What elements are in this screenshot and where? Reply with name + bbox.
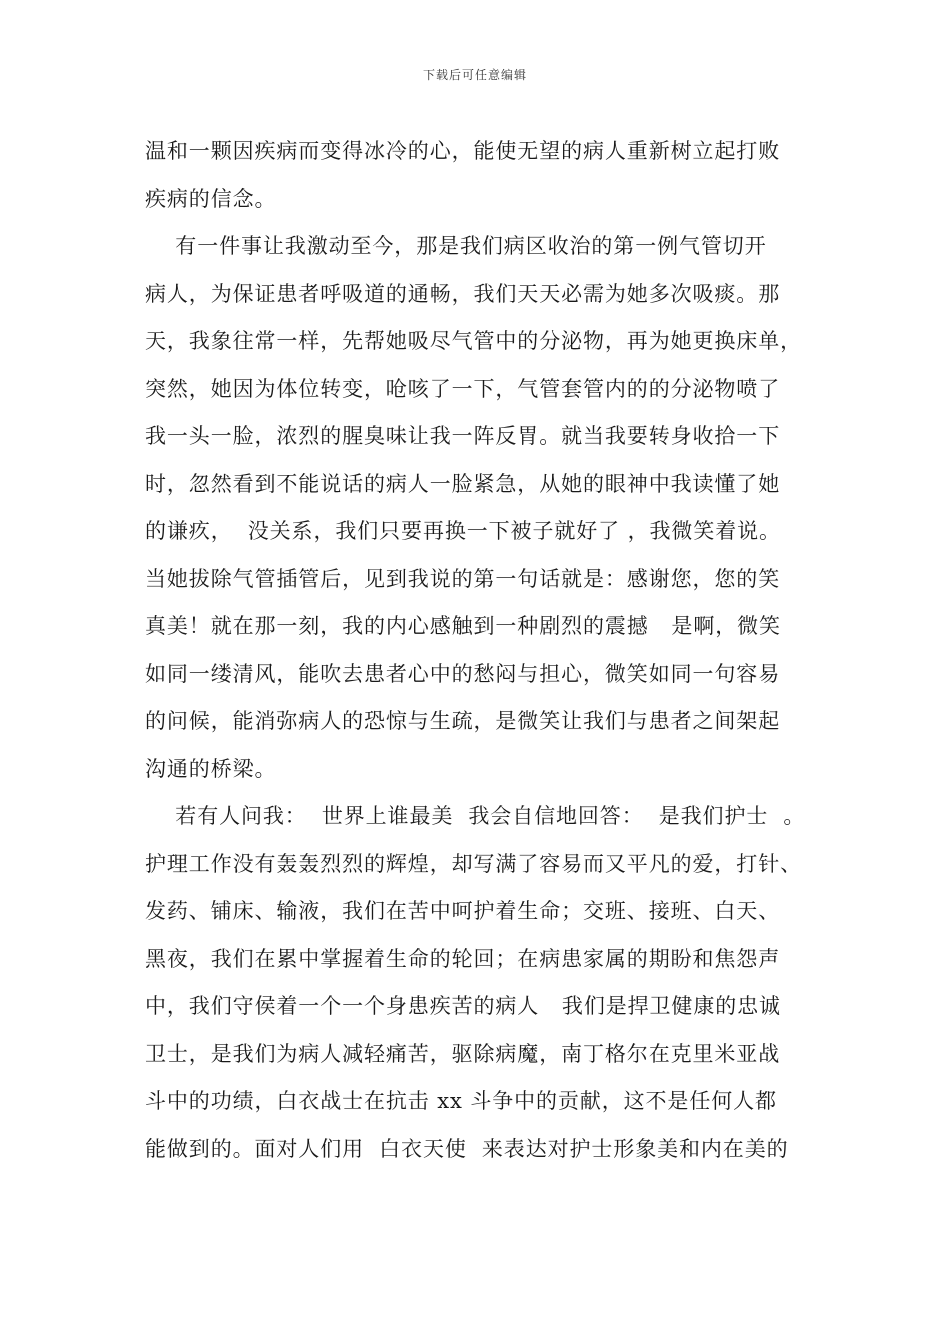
text-line: 卫士，是我们为病人减轻痛苦，驱除病魔，南丁格尔在克里米亚战 [145,1041,781,1066]
text-line: 疾病的信念。 [145,186,277,211]
text-line: 当她拔除气管插管后，见到我说的第一句话就是：感谢您，您的笑 [145,566,781,591]
text-line: 若有人问我： 世界上谁最美 我会自信地回答： 是我们护士 。 [145,804,806,828]
text-line: 时，忽然看到不能说话的病人一脸紧急，从她的眼神中我读懂了她 [145,471,781,496]
text-line: 突然，她因为体位转变，呛咳了一下，气管套管内的的分泌物喷了 [145,376,781,401]
text-line: 沟通的桥梁。 [145,756,277,781]
page-header: 下载后可任意编辑 [422,68,527,82]
text-line: 斗中的功绩，白衣战士在抗击 xx 斗争中的贡献，这不是任何人都 [145,1089,777,1113]
text-line: 黑夜，我们在累中掌握着生命的轮回；在病患家属的期盼和焦怨声 [145,946,781,971]
text-line: 温和一颗因疾病而变得冰冷的心，能使无望的病人重新树立起打败 [145,139,781,163]
text-line: 有一件事让我激动至今，那是我们病区收治的第一例气管切开 [145,234,767,258]
text-line: 中，我们守侯着一个一个身患疾苦的病人 我们是捍卫健康的忠诚 [145,994,781,1018]
text-line: 的谦疚， 没关系，我们只要再换一下被子就好了 ，我微笑着说。 [145,519,781,543]
document-body [145,128,825,1173]
text-line: 护理工作没有轰轰烈烈的辉煌，却写满了容易而又平凡的爱，打针、 [145,851,802,876]
text-line: 我一头一脸，浓烈的腥臭味让我一阵反胃。就当我要转身收拾一下 [145,424,781,448]
text-line: 病人，为保证患者呼吸道的通畅，我们天天必需为她多次吸痰。那 [145,281,781,306]
text-line: 能做到的。面对人们用 白衣天使 来表达对护士形象美和内在美的 [145,1136,789,1161]
text-line: 天，我象往常一样，先帮她吸尽气管中的分泌物，再为她更换床单， [145,329,802,353]
text-line: 如同一缕清风，能吹去患者心中的愁闷与担心，微笑如同一句容易 [145,661,781,686]
text-line: 真美！就在那一刻，我的内心感触到一种剧烈的震撼 是啊，微笑 [145,614,781,638]
text-line: 发药、铺床、输液，我们在苦中呵护着生命；交班、接班、白天、 [145,899,781,923]
text-line: 的问候，能消弥病人的恐惊与生疏，是微笑让我们与患者之间架起 [145,709,781,733]
